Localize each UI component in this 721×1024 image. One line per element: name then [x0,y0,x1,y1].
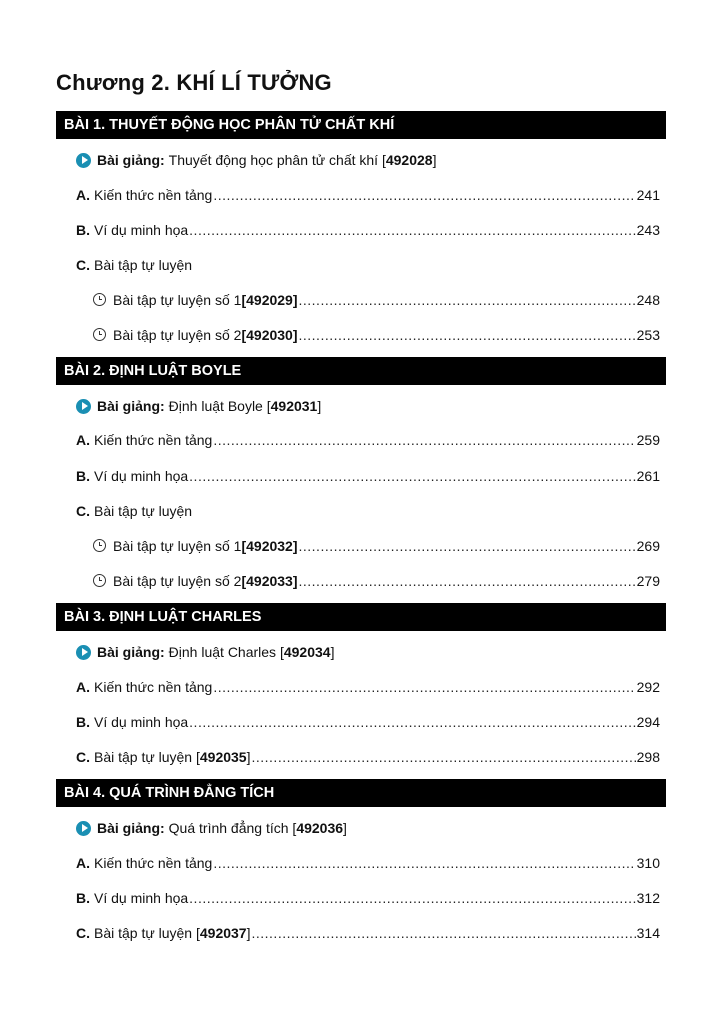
entry-letter: B. [76,714,90,730]
entry-title: Bài tập tự luyện [ [94,925,200,941]
lecture-close: ] [317,398,322,414]
clock-icon [93,293,106,306]
dot-leader [299,324,636,346]
dot-leader [213,429,635,451]
clock-icon [93,574,106,587]
entry-close: ] [246,749,251,765]
entry-page: 312 [636,890,660,906]
entry-letter: A. [76,679,90,695]
entry-letter: B. [76,222,90,238]
entry-page: 248 [636,292,660,308]
toc-entry-b[interactable] [0,219,721,241]
lecture-link-492028[interactable] [0,149,721,171]
dot-leader [299,570,636,592]
dot-leader [189,711,635,733]
subentry-title: Bài tập tự luyện số 1 [113,538,242,554]
toc-entry-c[interactable] [0,922,721,944]
dot-leader [213,676,635,698]
dot-leader [299,289,636,311]
subentry-title: Bài tập tự luyện số 2 [113,573,242,589]
entry-title: Kiến thức nền tảng [94,432,213,448]
lecture-link-492034[interactable] [0,641,721,663]
entry-page: 314 [636,925,660,941]
toc-entry-a[interactable] [0,852,721,874]
lecture-close: ] [330,644,335,660]
entry-page: 292 [636,679,660,695]
entry-page: 294 [636,714,660,730]
clock-icon [93,539,106,552]
toc-entry-b[interactable] [0,887,721,909]
toc-entry-c[interactable] [0,254,721,276]
lecture-code: 492028 [385,152,433,168]
entry-letter: C. [76,257,90,273]
entry-letter: A. [76,432,90,448]
entry-page: 253 [636,327,660,343]
lecture-title: Thuyết động học phân tử chất khí [ [168,152,386,168]
section-heading-3: BÀI 3. ĐỊNH LUẬT CHARLES [56,603,666,631]
section-heading-1: BÀI 1. THUYẾT ĐỘNG HỌC PHÂN TỬ CHẤT KHÍ [56,111,666,139]
lecture-close: ] [432,152,437,168]
entry-code: 492035 [199,749,247,765]
play-icon [76,399,91,414]
dot-leader [189,887,635,909]
entry-letter: B. [76,468,90,484]
entry-title: Kiến thức nền tảng [94,187,213,203]
toc-entry-b[interactable] [0,465,721,487]
lecture-link-492031[interactable] [0,395,721,417]
dot-leader [189,465,635,487]
entry-page: 279 [636,573,660,589]
lecture-code: 492036 [296,820,344,836]
dot-leader [213,184,635,206]
toc-entry-a[interactable] [0,429,721,451]
lecture-close: ] [343,820,347,836]
lecture-label: Bài giảng: [97,152,165,168]
toc-entry-c[interactable] [0,500,721,522]
dot-leader [299,535,636,557]
lecture-title: Định luật Charles [ [168,644,284,660]
chapter-title: Chương 2. KHÍ LÍ TƯỞNG [56,70,332,95]
lecture-label: Bài giảng: [97,398,165,414]
entry-title: Bài tập tự luyện [94,503,193,519]
toc-subentry-1[interactable] [0,535,721,557]
toc-subentry-2[interactable] [0,324,721,346]
dot-leader [251,746,635,768]
subentry-title: Bài tập tự luyện số 1 [113,292,242,308]
lecture-code: 492034 [283,644,331,660]
section-heading-4: BÀI 4. QUÁ TRÌNH ĐẲNG TÍCH [56,779,666,807]
subentry-code: [492032] [241,538,298,554]
toc-entry-c[interactable] [0,746,721,768]
entry-title: Bài tập tự luyện [ [94,749,200,765]
entry-page: 298 [636,749,660,765]
toc-entry-a[interactable] [0,676,721,698]
dot-leader [189,219,635,241]
entry-page: 269 [636,538,660,554]
entry-letter: A. [76,187,90,203]
subentry-code: [492030] [241,327,298,343]
play-icon [76,153,91,168]
entry-page: 261 [636,468,660,484]
entry-page: 241 [636,187,660,203]
lecture-title: Quá trình đẳng tích [ [168,820,297,836]
entry-title: Ví dụ minh họa [94,222,189,238]
entry-title: Kiến thức nền tảng [94,855,213,871]
subentry-code: [492029] [241,292,298,308]
toc-entry-b[interactable] [0,711,721,733]
entry-letter: B. [76,890,90,906]
lecture-code: 492031 [270,398,318,414]
entry-title: Ví dụ minh họa [94,714,189,730]
play-icon [76,821,91,836]
entry-page: 310 [636,855,660,871]
lecture-title: Định luật Boyle [ [168,398,271,414]
toc-entry-a[interactable] [0,184,721,206]
dot-leader [251,922,635,944]
section-heading-2: BÀI 2. ĐỊNH LUẬT BOYLE [56,357,666,385]
entry-page: 259 [636,432,660,448]
entry-code: 492037 [199,925,247,941]
toc-subentry-2[interactable] [0,570,721,592]
entry-close: ] [246,925,251,941]
entry-title: Ví dụ minh họa [94,468,189,484]
lecture-link-492036[interactable] [0,817,721,839]
play-icon [76,645,91,660]
entry-letter: C. [76,749,90,765]
subentry-title: Bài tập tự luyện số 2 [113,327,242,343]
entry-page: 243 [636,222,660,238]
lecture-label: Bài giảng: [97,820,165,836]
clock-icon [93,328,106,341]
entry-letter: C. [76,503,90,519]
toc-subentry-1[interactable] [0,289,721,311]
subentry-code: [492033] [241,573,298,589]
entry-letter: A. [76,855,90,871]
dot-leader [213,852,635,874]
entry-title: Kiến thức nền tảng [94,679,213,695]
entry-title: Ví dụ minh họa [94,890,189,906]
entry-title: Bài tập tự luyện [94,257,193,273]
entry-letter: C. [76,925,90,941]
lecture-label: Bài giảng: [97,644,165,660]
